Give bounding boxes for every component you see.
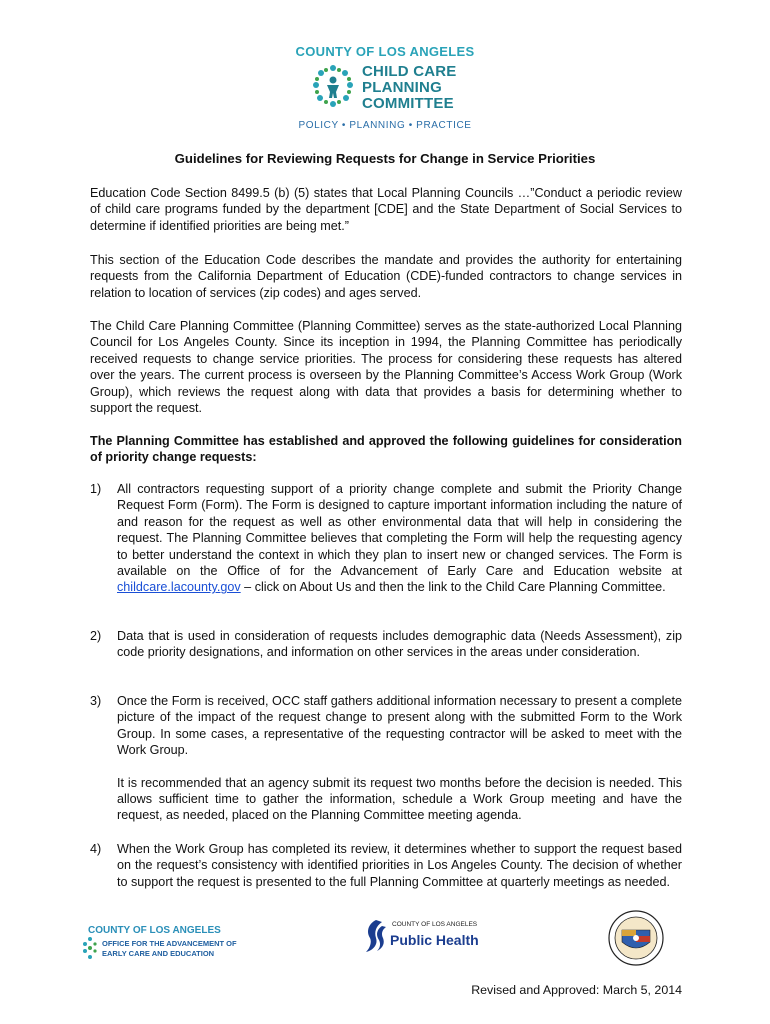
- document-title: Guidelines for Reviewing Requests for Change in Service Priorities: [174, 151, 596, 166]
- occ-logo: [80, 925, 240, 965]
- list-number: 1): [90, 482, 102, 496]
- occ-dots-icon: [80, 935, 100, 963]
- ccpc-logo: [290, 44, 490, 136]
- list-item-2: [90, 628, 682, 661]
- list-item-text: [117, 481, 682, 596]
- committee-name: [362, 64, 457, 112]
- logo-county-title: COUNTY OF LOS ANGELES: [295, 44, 475, 59]
- public-health-icon: [362, 918, 388, 954]
- county-seal-icon: [608, 910, 664, 966]
- logo-tagline: POLICY • PLANNING • PRACTICE: [298, 120, 472, 131]
- committee-line-3: COMMITTEE: [362, 95, 454, 112]
- occ-line-1: OFFICE FOR THE ADVANCEMENT OF: [102, 939, 237, 948]
- item-1-text-a: All contractors requesting support of a priority change complete and submit the Priority Change Request Form (Form). The Form is designed to capture important information including the nature of and reason for the request as well as other environmental data that will help in considering the request. The Planning Committee believes that completing the Form will help the requesting agency to better understand the context in which they plan to insert new or changed services. The Form is available on the Office of for the Advancement of Early Care and Education website at: [117, 482, 682, 579]
- list-item-text: Data that is used in consideration of requests includes demographic data (Needs Assessment), zip code priority designations, and information on other services in the areas under consideration.: [117, 629, 682, 660]
- public-health-county: COUNTY OF LOS ANGELES: [392, 921, 478, 928]
- list-item-text: When the Work Group has completed its review, it determines whether to support the request based on the request’s consistency with identified priorities in Los Angeles County. The decision of whether to support the request is presented to the full Planning Committee at quarterly meetings as needed.: [117, 842, 682, 889]
- list-item-3: [90, 693, 682, 824]
- list-number: 2): [90, 629, 102, 643]
- list-number: 3): [90, 694, 102, 708]
- item-1-text-b: – click on About Us and then the link to the Child Care Planning Committee.: [240, 580, 666, 595]
- guidelines-intro: The Planning Committee has established and approved the following guidelines for consideration of priority change requests:: [90, 434, 682, 465]
- paragraph-mandate: This section of the Education Code describes the mandate and provides the authority for entertaining requests from the California Department of Education (CDE)-funded contractors to change services in relation to location of services (zip codes) and ages served.: [90, 253, 682, 300]
- paragraph-education-code: Education Code Section 8499.5 (b) (5) states that Local Planning Councils …”Conduct a periodic review of child care programs funded by the department [CDE] and the State Department of Social Services to determine if identified priorities are being met.”: [90, 186, 682, 233]
- committee-line-1: CHILD CARE: [362, 63, 457, 80]
- children-circle-icon: [308, 62, 358, 112]
- committee-line-2: PLANNING: [362, 79, 442, 96]
- occ-county: COUNTY OF LOS ANGELES: [88, 925, 221, 936]
- childcare-website-link[interactable]: childcare.lacounty.gov: [117, 580, 241, 595]
- list-item-text: Once the Form is received, OCC staff gathers additional information necessary to present a complete picture of the impact of the request change to present along with the submitted Form to the Work Group. In some cases, a representative of the requesting contractor will be asked to meet with the Work Group.: [117, 694, 682, 758]
- occ-line-2: EARLY CARE AND EDUCATION: [102, 949, 215, 958]
- public-health-logo: [362, 918, 482, 958]
- list-item-1: [90, 481, 682, 596]
- public-health-name: Public Health: [390, 932, 479, 948]
- list-number: 4): [90, 842, 102, 856]
- paragraph-planning-committee: The Child Care Planning Committee (Planning Committee) serves as the state-authorized Local Planning Council for Los Angeles County. Since its inception in 1994, the Planning Committee has periodically received requests to change service priorities. The process for considering these requests has altered over the years. The current process is overseen by the Planning Committee’s Access Work Group (Work Group), which reviews the request along with data that provides a basis for determining whether to support the request.: [90, 319, 682, 416]
- list-item-subtext: It is recommended that an agency submit its request two months before the decision is needed. This allows sufficient time to gather the information, schedule a Work Group meeting and have the request, as needed, placed on the Planning Committee meeting agenda.: [117, 775, 682, 823]
- list-item-4: [90, 841, 682, 890]
- revised-date: Revised and Approved: March 5, 2014: [471, 983, 682, 997]
